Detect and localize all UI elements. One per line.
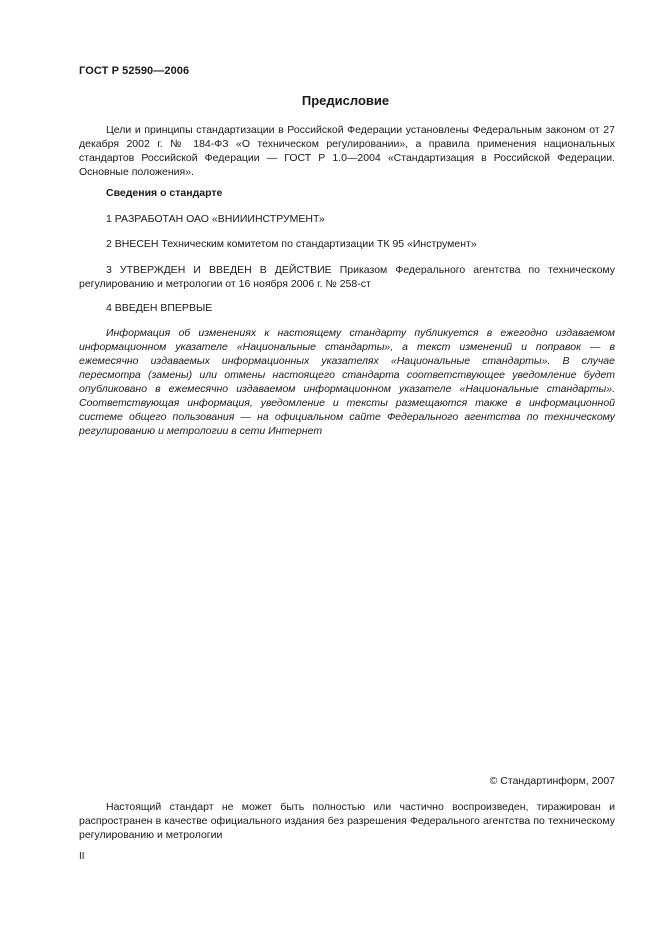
page-number: II [79,851,85,862]
foreword-title: Предисловие [301,93,390,108]
info-item-introduced: 2 ВНЕСЕН Техническим комитетом по стандартизации ТК 95 «Инструмент» [106,238,477,250]
copyright-notice: © Стандартинформ, 2007 [489,775,615,787]
standard-code-header: ГОСТ Р 52590—2006 [79,65,190,77]
info-item-first-introduced: 4 ВВЕДЕН ВПЕРВЫЕ [106,302,213,314]
goals-paragraph: Цели и принципы стандартизации в Российской Федерации установлены Федеральным законом от 27 декабря 2002 г. № 184-ФЗ «О техническом регулировании», а правила применения национальных стандартов Российской Федерации — ГОСТ Р 1.0—2004 «Стандартизация в Российской Федерации. Основные положения». [79,124,615,178]
info-item-approved: 3 УТВЕРЖДЕН И ВВЕДЕН В ДЕЙСТВИЕ Приказом Федерального агентства по техническому регулированию и метрологии от 16 ноября 2006 г. № 258-ст [79,264,615,290]
standard-info-heading: Сведения о стандарте [106,187,223,199]
info-item-developed: 1 РАЗРАБОТАН ОАО «ВНИИИНСТРУМЕНТ» [106,213,325,225]
changes-info-paragraph: Информация об изменениях к настоящему стандарту публикуется в ежегодно издаваемом информационном указателе «Национальные стандарты», а текст изменений и поправок — в ежемесячно издаваемых информационных указателях «Национальные стандарты». В случае пересмотра (замены) или отмены настоящего стандарта соответствующее уведомление будет опубликовано в ежемесячно издаваемом информационном указателе «Национальные стандарты». Соответствующая информация, уведомление и тексты размещаются также в информационной системе общего пользования — на официальном сайте Федерального агентства по техническому регулированию и метрологии в сети Интернет [79,327,615,437]
reproduction-notice: Настоящий стандарт не может быть полностью или частично воспроизведен, тиражирован и распространен в качестве официального издания без разрешения Федерального агентства по техническому регулированию и метрологии [79,801,615,841]
